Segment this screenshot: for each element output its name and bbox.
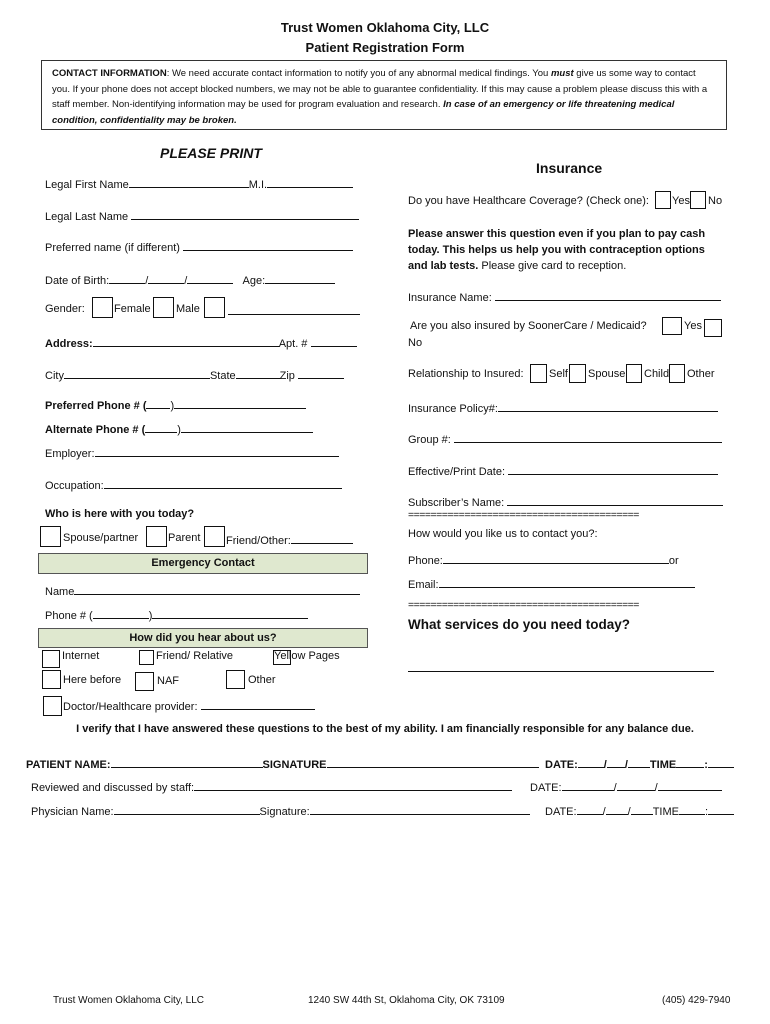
age-label: Age:: [242, 275, 266, 287]
soonercare-question: Are you also insured by SoonerCare / Medicaid?: [410, 320, 647, 332]
coverage-question: Do you have Healthcare Coverage? (Check one):: [408, 195, 649, 207]
signature-caps-label: SIGNATURE: [262, 759, 327, 771]
soonercare-yes-checkbox[interactable]: [662, 317, 682, 335]
preferred-name-field[interactable]: [183, 239, 353, 251]
zip-label: Zip: [279, 370, 295, 382]
physician-date-label: DATE:: [545, 806, 577, 818]
group-row: [408, 431, 722, 446]
reviewed-date-year[interactable]: [658, 779, 722, 791]
insurance-note: [408, 226, 718, 274]
reviewed-date-day[interactable]: [617, 779, 655, 791]
ins-name-row: [408, 289, 721, 304]
child-checkbox[interactable]: [626, 364, 642, 383]
address-field[interactable]: [93, 335, 279, 347]
effective-label: Effective/Print Date:: [408, 466, 506, 478]
gender-other-checkbox[interactable]: [204, 297, 225, 318]
last-name-row: [45, 208, 359, 223]
patient-date-month[interactable]: [578, 756, 604, 768]
pref-phone-row: Preferred Phone # ( ): [45, 397, 306, 412]
physician-time-min[interactable]: [708, 803, 734, 815]
yellow-pages-label: Yellow Pages: [274, 650, 340, 662]
spouse-label: Spouse: [588, 368, 626, 380]
relationship-other-label: Other: [687, 368, 715, 380]
employer-row: [45, 445, 339, 460]
patient-signature-field[interactable]: [327, 756, 539, 768]
patient-name-field[interactable]: [111, 756, 263, 768]
ec-phone-field[interactable]: [152, 607, 308, 619]
pref-phone-area-field[interactable]: [146, 397, 170, 409]
age-field[interactable]: [265, 272, 335, 284]
physician-time-label: TIME: [652, 806, 679, 818]
effective-field[interactable]: [508, 463, 718, 475]
services-heading: What services do you need today?: [408, 617, 631, 632]
apt-label: Apt. #: [278, 338, 308, 350]
alt-phone-row: Alternate Phone # ( ): [45, 421, 313, 436]
first-name-label: Legal First Name: [45, 179, 129, 191]
physician-time-hour[interactable]: [679, 803, 705, 815]
ec-name-field[interactable]: [74, 583, 360, 595]
friend-other-checkbox[interactable]: [204, 526, 225, 547]
gender-label: Gender:: [45, 303, 85, 315]
dob-month-field[interactable]: [109, 272, 145, 284]
physician-name-field[interactable]: [114, 803, 260, 815]
physician-signature-field[interactable]: [310, 803, 530, 815]
alt-phone-area-field[interactable]: [145, 421, 177, 433]
self-checkbox[interactable]: [530, 364, 547, 383]
patient-time-min[interactable]: [708, 756, 734, 768]
here-before-checkbox[interactable]: [42, 670, 61, 689]
reviewed-row: [31, 779, 512, 794]
separator-2: =========================================: [408, 599, 639, 611]
dob-row: Date of Birth: / / Age:: [45, 272, 335, 287]
parent-checkbox[interactable]: [146, 526, 167, 547]
doctor-label: Doctor/Healthcare provider:: [63, 701, 198, 713]
form-title: Patient Registration Form: [305, 40, 465, 55]
relationship-other-checkbox[interactable]: [669, 364, 685, 383]
reviewed-label: Reviewed and discussed by staff:: [31, 782, 195, 794]
ec-name-row: [45, 583, 360, 598]
coverage-no-checkbox[interactable]: [690, 191, 706, 209]
soonercare-yes-label: Yes: [684, 320, 702, 332]
physician-row: [31, 803, 530, 818]
ec-phone-area-field[interactable]: [93, 607, 149, 619]
contact-info-text-2: give us some way to contact you. If your phone does not accept blocked numbers, we may not be able to guarantee confidentiality. If this may cause a problem please discuss this with a staff member. Non-identifying information may be used for program evaluation and research.: [52, 68, 708, 110]
subscriber-label: Subscriber’s Name:: [408, 497, 505, 509]
physician-signature-label: Signature:: [259, 806, 310, 818]
address-row: [45, 335, 357, 350]
emergency-contact-bar: Emergency Contact: [38, 553, 368, 574]
physician-date-month[interactable]: [577, 803, 603, 815]
employer-label: Employer:: [45, 448, 95, 460]
parent-label: Parent: [168, 532, 201, 544]
please-print-heading: PLEASE PRINT: [160, 145, 262, 161]
other-source-checkbox[interactable]: [226, 670, 245, 689]
physician-label: Physician Name:: [31, 806, 114, 818]
doctor-checkbox[interactable]: [43, 696, 62, 716]
ins-name-field[interactable]: [495, 289, 721, 301]
insurance-heading: Insurance: [536, 160, 603, 176]
contact-info-emergency: In case of an emergency or life threatening medical condition, confidentiality may be broken.: [52, 99, 675, 126]
services-field[interactable]: [408, 660, 714, 672]
state-label: State: [209, 370, 236, 382]
mi-label: M.I.: [248, 179, 268, 191]
doctor-field[interactable]: [201, 698, 315, 710]
footer-phone: (405) 429-7940: [662, 995, 731, 1006]
first-name-field[interactable]: [129, 176, 249, 188]
dob-year-field[interactable]: [187, 272, 233, 284]
separator-1: =========================================: [408, 509, 639, 521]
gender-other-row: [228, 303, 360, 318]
subscriber-row: [408, 494, 723, 509]
coverage-yes-label: Yes: [672, 195, 690, 207]
email-row: [408, 576, 695, 591]
other-source-label: Other: [248, 674, 276, 686]
doctor-row: [63, 698, 315, 713]
reviewed-date-label: DATE:: [530, 782, 562, 794]
contact-info-label: CONTACT INFORMATION: [52, 68, 167, 79]
mi-field[interactable]: [267, 176, 353, 188]
self-label: Self: [549, 368, 568, 380]
patient-name-label: PATIENT NAME:: [26, 759, 111, 771]
city-label: City: [45, 370, 64, 382]
patient-time-label: TIME: [649, 759, 677, 771]
patient-sign-row: [26, 756, 539, 771]
pref-phone-field[interactable]: [174, 397, 306, 409]
contact-phone-field[interactable]: [443, 552, 669, 564]
services-row: [408, 660, 714, 675]
soonercare-no-checkbox[interactable]: [704, 319, 722, 337]
reviewed-date-row: DATE: / /: [530, 779, 722, 794]
employer-field[interactable]: [95, 445, 339, 457]
who-here-label: Who is here with you today?: [45, 508, 195, 520]
group-field[interactable]: [454, 431, 722, 443]
email-label: Email:: [408, 579, 439, 591]
occupation-label: Occupation:: [45, 480, 104, 492]
female-label: Female: [114, 303, 151, 315]
preferred-name-row: [45, 239, 353, 254]
dob-day-field[interactable]: [148, 272, 184, 284]
physician-date-day[interactable]: [606, 803, 628, 815]
dob-label: Date of Birth:: [45, 275, 110, 287]
patient-time-hour[interactable]: [676, 756, 704, 768]
preferred-name-label: Preferred name (if different): [45, 242, 180, 254]
patient-date-year[interactable]: [628, 756, 650, 768]
spouse-partner-checkbox[interactable]: [40, 526, 61, 547]
occupation-field[interactable]: [104, 477, 342, 489]
pref-phone-label: Preferred Phone # (: [45, 400, 147, 412]
contact-how-label: How would you like us to contact you?:: [408, 528, 598, 540]
footer-address: 1240 SW 44th St, Oklahoma City, OK 73109: [308, 995, 505, 1006]
group-label: Group #:: [408, 434, 451, 446]
contact-info-must: must: [550, 68, 574, 79]
email-field[interactable]: [439, 576, 695, 588]
insurance-note-bold: Please answer this question even if you plan to pay cash today. This helps us help you with contraception options and lab tests.: [408, 228, 706, 272]
reviewed-field[interactable]: [194, 779, 512, 791]
patient-date-day[interactable]: [607, 756, 625, 768]
phone-label: Phone:: [408, 555, 443, 567]
or-label: or: [668, 555, 679, 567]
soonercare-no-label: No: [408, 337, 423, 349]
ec-phone-row: Phone # ( ): [45, 607, 308, 622]
male-checkbox[interactable]: [153, 297, 174, 318]
friend-other-label: Friend/Other:: [226, 535, 291, 547]
reviewed-date-month[interactable]: [562, 779, 614, 791]
spouse-partner-label: Spouse/partner: [63, 532, 139, 544]
patient-date-label: DATE:: [545, 759, 578, 771]
apt-field[interactable]: [311, 335, 357, 347]
contact-info-box: [41, 60, 727, 130]
first-name-row: [45, 176, 353, 191]
phone-row: [408, 552, 679, 567]
address-label: Address:: [45, 338, 93, 350]
friend-other-field[interactable]: [291, 532, 353, 544]
subscriber-field[interactable]: [507, 494, 723, 506]
patient-date-row: DATE: / / TIME :: [545, 756, 734, 771]
naf-label: NAF: [157, 675, 179, 687]
here-before-label: Here before: [63, 674, 122, 686]
friend-other-row: [226, 532, 353, 547]
policy-label: Insurance Policy#:: [408, 403, 498, 415]
policy-row: [408, 400, 718, 415]
internet-checkbox[interactable]: [42, 650, 60, 668]
verify-statement: I verify that I have answered these questions to the best of my ability. I am financially responsible for any balance due.: [76, 723, 694, 735]
footer-org: Trust Women Oklahoma City, LLC: [53, 995, 204, 1006]
relationship-label: Relationship to Insured:: [408, 368, 524, 380]
ec-phone-label: Phone # (: [45, 610, 93, 622]
effective-row: [408, 463, 718, 478]
spouse-checkbox[interactable]: [569, 364, 586, 383]
policy-field[interactable]: [498, 400, 718, 412]
ec-name-label: Name: [45, 586, 75, 598]
city-field[interactable]: [64, 367, 210, 379]
insurance-note-plain: Please give card to reception.: [478, 260, 627, 272]
child-label: Child: [644, 368, 670, 380]
physician-date-year[interactable]: [631, 803, 653, 815]
occupation-row: [45, 477, 342, 492]
alt-phone-field[interactable]: [181, 421, 313, 433]
physician-date-row: DATE: / / TIME :: [545, 803, 734, 818]
contact-info-text-1: : We need accurate contact information to notify you of any abnormal medical findings. You: [166, 68, 551, 79]
coverage-yes-checkbox[interactable]: [655, 191, 671, 209]
internet-label: Internet: [62, 650, 100, 662]
ins-name-label: Insurance Name:: [408, 292, 492, 304]
gender-other-field[interactable]: [228, 303, 360, 315]
org-title: Trust Women Oklahoma City, LLC: [280, 20, 490, 35]
alt-phone-label: Alternate Phone # (: [45, 424, 146, 436]
friend-relative-checkbox[interactable]: [139, 650, 154, 665]
zip-field[interactable]: [298, 367, 344, 379]
how-hear-bar: How did you hear about us?: [38, 628, 368, 648]
last-name-label: Legal Last Name: [45, 211, 129, 223]
naf-checkbox[interactable]: [135, 672, 154, 691]
coverage-no-label: No: [708, 195, 723, 207]
female-checkbox[interactable]: [92, 297, 113, 318]
friend-relative-label: Friend/ Relative: [156, 650, 234, 662]
state-field[interactable]: [236, 367, 280, 379]
last-name-field[interactable]: [131, 208, 359, 220]
male-label: Male: [176, 303, 200, 315]
city-row: [45, 367, 344, 382]
